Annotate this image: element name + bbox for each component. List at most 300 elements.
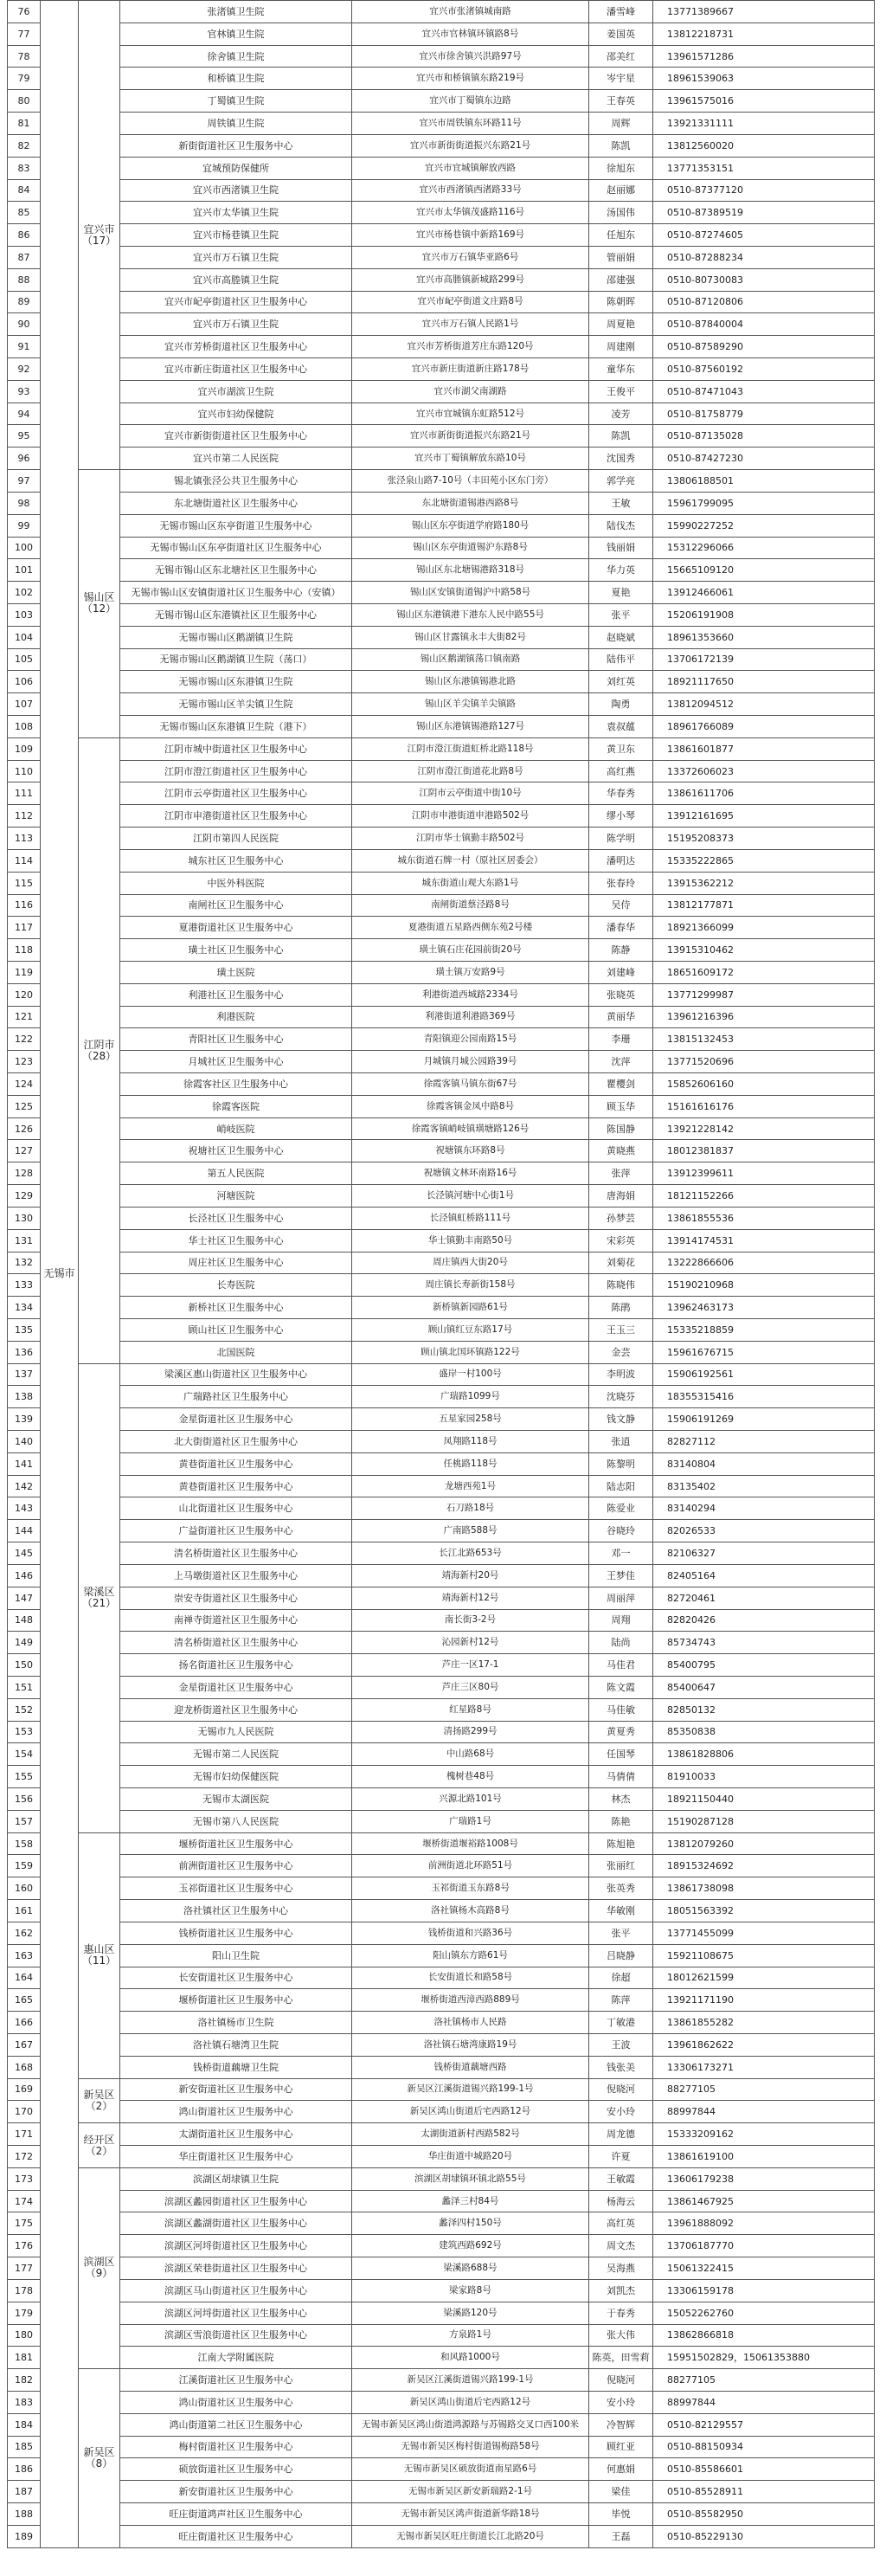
address-cell: 璜土镇石庄花园前街20号: [352, 939, 589, 962]
address-cell: 梁溪路688号: [352, 2257, 589, 2280]
contact-cell: 王磊: [589, 2525, 653, 2547]
row-number: 90: [8, 313, 41, 336]
row-number: 170: [8, 2101, 41, 2123]
contact-cell: 陈萍: [589, 1989, 653, 2012]
row-number: 157: [8, 1810, 41, 1832]
address-cell: 锡山区东北塘锡港路318号: [352, 559, 589, 582]
facility-name-cell: 华士社区卫生服务中心: [120, 1229, 352, 1252]
phone-cell: 15906192561: [653, 1363, 875, 1386]
row-number: 88: [8, 268, 41, 291]
contact-cell: 陈艳: [589, 1810, 653, 1832]
address-cell: 江阴市澄江街道虹桥北路118号: [352, 737, 589, 760]
contact-cell: 周翔: [589, 1609, 653, 1632]
phone-cell: 0510-85582950: [653, 2503, 875, 2526]
facility-name-cell: 堰桥街道社区卫生服务中心: [120, 1832, 352, 1855]
address-cell: 无锡市新吴区旺庄街道长江北路20号: [352, 2525, 589, 2547]
row-number: 114: [8, 849, 41, 872]
contact-cell: 赵丽娜: [589, 179, 653, 202]
phone-cell: 13961216396: [653, 1006, 875, 1028]
facility-name-cell: 新街街道社区卫生服务中心: [120, 134, 352, 157]
contact-cell: 岑宇星: [589, 68, 653, 90]
facility-name-cell: 江溪街道社区卫生服务中心: [120, 2369, 352, 2392]
phone-cell: 0510-88150934: [653, 2436, 875, 2458]
row-number: 161: [8, 1900, 41, 1922]
row-number: 155: [8, 1766, 41, 1788]
row-number: 103: [8, 603, 41, 626]
phone-cell: 83140804: [653, 1452, 875, 1475]
address-cell: 宜兴市屺亭街道文庄路8号: [352, 291, 589, 313]
contact-cell: 邓一: [589, 1542, 653, 1565]
facility-name-cell: 南禅寺街道社区卫生服务中心: [120, 1609, 352, 1632]
address-cell: 江阴市澄江街道花北路8号: [352, 760, 589, 782]
table-row: [8, 1431, 875, 1453]
row-number: 95: [8, 425, 41, 448]
address-cell: 宜兴市宜城镇解放西路: [352, 157, 589, 179]
row-number: 101: [8, 559, 41, 582]
facility-name-cell: 宜兴市妇幼保健院: [120, 402, 352, 425]
phone-cell: 13962463173: [653, 1297, 875, 1319]
row-number: 172: [8, 2146, 41, 2168]
row-number: 142: [8, 1475, 41, 1497]
contact-cell: 钱文静: [589, 1408, 653, 1431]
address-cell: 锡山区鹅湖镇荡口镇南路: [352, 648, 589, 671]
phone-cell: 13812560020: [653, 134, 875, 157]
address-cell: 中山路68号: [352, 1743, 589, 1766]
address-cell: 宜兴市杨巷镇中新路169号: [352, 224, 589, 247]
row-number: 168: [8, 2056, 41, 2078]
phone-cell: 15052262760: [653, 2302, 875, 2324]
facility-name-cell: 前洲街道社区卫生服务中心: [120, 1855, 352, 1877]
row-number: 151: [8, 1676, 41, 1698]
table-row: [8, 603, 875, 626]
phone-cell: 83135402: [653, 1475, 875, 1497]
contact-cell: 刘凯杰: [589, 2279, 653, 2302]
table-row: [8, 1341, 875, 1363]
phone-cell: 0510-85229130: [653, 2525, 875, 2547]
address-cell: 张泾泉山路7-10号（丰田苑小区东门旁）: [352, 470, 589, 493]
address-cell: 城东街道山观大东路1号: [352, 872, 589, 894]
facility-name-cell: 黄巷街道社区卫生服务中心: [120, 1452, 352, 1475]
phone-cell: 0510-87560192: [653, 358, 875, 381]
row-number: 91: [8, 336, 41, 358]
row-number: 111: [8, 782, 41, 805]
phone-cell: 13606179238: [653, 2167, 875, 2190]
row-number: 129: [8, 1185, 41, 1208]
facility-name-cell: 堰桥街道社区卫生服务中心: [120, 1989, 352, 2012]
address-cell: 南闸街道蔡泾路8号: [352, 894, 589, 917]
table-row: [8, 2481, 875, 2503]
address-cell: 靖海新村12号: [352, 1587, 589, 1609]
table-row: [8, 1832, 875, 1855]
row-number: 181: [8, 2347, 41, 2369]
contact-cell: 王波: [589, 2033, 653, 2056]
address-cell: 任桃路118号: [352, 1452, 589, 1475]
facility-name-cell: 江阴市澄江街道社区卫生服务中心: [120, 760, 352, 782]
contact-cell: 陈国静: [589, 1117, 653, 1140]
facility-name-cell: 钱桥街道社区卫生服务中心: [120, 1922, 352, 1944]
address-cell: 洛社镇杨市人民路: [352, 2012, 589, 2034]
facility-name-cell: 广瑞路社区卫生服务中心: [120, 1386, 352, 1408]
facility-name-cell: 璜土医院: [120, 961, 352, 983]
row-number: 99: [8, 514, 41, 537]
contact-cell: 黄晓燕: [589, 1140, 653, 1162]
table-row: [8, 2302, 875, 2324]
table-row: [8, 2146, 875, 2168]
contact-cell: 顾红亚: [589, 2436, 653, 2458]
address-cell: 宜兴市万石镇人民路1号: [352, 313, 589, 336]
table-row: [8, 202, 875, 224]
table-row: [8, 894, 875, 917]
row-number: 127: [8, 1140, 41, 1162]
phone-cell: 13861738098: [653, 1877, 875, 1900]
address-cell: 宜兴市湖父南湖路: [352, 380, 589, 402]
contact-cell: 张晓英: [589, 983, 653, 1006]
address-cell: 顾山镇北国环镇路122号: [352, 1341, 589, 1363]
phone-cell: 13961571286: [653, 45, 875, 68]
row-number: 109: [8, 737, 41, 760]
phone-cell: 13706187770: [653, 2235, 875, 2257]
address-cell: 徐霞客镇峭岐镇璜塘路126号: [352, 1117, 589, 1140]
table-row: [8, 1587, 875, 1609]
row-number: 100: [8, 537, 41, 559]
facility-name-cell: 滨湖区马山街道社区卫生服务中心: [120, 2279, 352, 2302]
facility-name-cell: 徐霞客医院: [120, 1095, 352, 1117]
table-row: [8, 2056, 875, 2078]
contact-cell: 陈凯: [589, 134, 653, 157]
facility-name-cell: 宜兴市太华镇卫生院: [120, 202, 352, 224]
contact-cell: 王俊平: [589, 380, 653, 402]
table-row: [8, 626, 875, 648]
address-cell: 方泉路1号: [352, 2324, 589, 2347]
row-number: 134: [8, 1297, 41, 1319]
table-row: [8, 179, 875, 202]
address-cell: 宜兴市官林镇环镇路8号: [352, 23, 589, 45]
address-cell: 顾山镇红豆东路17号: [352, 1318, 589, 1341]
phone-cell: 18921117650: [653, 671, 875, 693]
address-cell: 璜土镇万安路9号: [352, 961, 589, 983]
facility-name-cell: 钱桥街道藕塘卫生院: [120, 2056, 352, 2078]
facility-name-cell: 长泾社区卫生服务中心: [120, 1207, 352, 1229]
phone-cell: 13812177871: [653, 894, 875, 917]
district-cell: 滨湖区（9）: [79, 2167, 120, 2368]
phone-cell: 18921366099: [653, 917, 875, 939]
contact-cell: 周辉: [589, 113, 653, 135]
phone-cell: 15312296066: [653, 537, 875, 559]
contact-cell: 王敏: [589, 492, 653, 514]
table-row: [8, 1632, 875, 1654]
row-number: 117: [8, 917, 41, 939]
row-number: 164: [8, 1967, 41, 1989]
phone-cell: 13306159178: [653, 2279, 875, 2302]
phone-cell: 15665109120: [653, 559, 875, 582]
phone-cell: 0510-85586601: [653, 2458, 875, 2481]
table-row: [8, 1855, 875, 1877]
phone-cell: 0510-85528911: [653, 2481, 875, 2503]
row-number: 148: [8, 1609, 41, 1632]
contact-cell: 陈朝晖: [589, 291, 653, 313]
district-cell: 新吴区（2）: [79, 2078, 120, 2123]
row-number: 173: [8, 2167, 41, 2190]
contact-cell: 陆志阳: [589, 1475, 653, 1497]
table-row: [8, 291, 875, 313]
contact-cell: 何惠娟: [589, 2458, 653, 2481]
phone-cell: 82820426: [653, 1609, 875, 1632]
address-cell: 城东街道石牌一村（原社区居委会）: [352, 849, 589, 872]
address-cell: 长江北路653号: [352, 1542, 589, 1565]
phone-cell: 0510-87389519: [653, 202, 875, 224]
phone-cell: 15195208373: [653, 828, 875, 850]
address-cell: 钱桥街道和兴路36号: [352, 1922, 589, 1944]
table-row: [8, 68, 875, 90]
row-number: 85: [8, 202, 41, 224]
address-cell: 月城镇月城公园路39号: [352, 1051, 589, 1073]
contact-cell: 任国琴: [589, 1743, 653, 1766]
table-row: [8, 1386, 875, 1408]
table-row: [8, 425, 875, 448]
table-row: [8, 1185, 875, 1208]
row-number: 84: [8, 179, 41, 202]
facility-name-cell: 第五人民医院: [120, 1162, 352, 1185]
table-row: [8, 2503, 875, 2526]
contact-cell: 刘红英: [589, 671, 653, 693]
contact-cell: 周龙德: [589, 2123, 653, 2146]
facility-name-cell: 江南大学附属医院: [120, 2347, 352, 2369]
phone-cell: 0510-87288234: [653, 246, 875, 268]
facility-name-cell: 鸿山街道第二社区卫生服务中心: [120, 2413, 352, 2436]
contact-cell: 汤国伟: [589, 202, 653, 224]
row-number: 121: [8, 1006, 41, 1028]
contact-cell: 沈萍: [589, 1051, 653, 1073]
table-row: [8, 2525, 875, 2547]
facility-name-cell: 江阴市云亭街道社区卫生服务中心: [120, 782, 352, 805]
district-cell: 惠山区（11）: [79, 1832, 120, 2078]
address-cell: 凤翔路118号: [352, 1431, 589, 1453]
contact-cell: 李明波: [589, 1363, 653, 1386]
address-cell: 新吴区江溪街道锡兴路199-1号: [352, 2369, 589, 2392]
phone-cell: 13912399611: [653, 1162, 875, 1185]
table-row: [8, 1967, 875, 1989]
row-number: 183: [8, 2391, 41, 2413]
phone-cell: 15961676715: [653, 1341, 875, 1363]
row-number: 189: [8, 2525, 41, 2547]
phone-cell: 15190287128: [653, 1810, 875, 1832]
table-row: [8, 380, 875, 402]
phone-cell: 0510-80730083: [653, 268, 875, 291]
phone-cell: 18961766089: [653, 716, 875, 738]
phone-cell: 13961862622: [653, 2033, 875, 2056]
address-cell: 宜兴市丁蜀镇东边路: [352, 90, 589, 113]
facility-name-cell: 新安街道社区卫生服务中心: [120, 2078, 352, 2101]
facility-name-cell: 洛社镇社区卫生服务中心: [120, 1900, 352, 1922]
contact-cell: 丁敏港: [589, 2012, 653, 2034]
phone-cell: 88277105: [653, 2078, 875, 2101]
row-number: 152: [8, 1698, 41, 1721]
phone-cell: 15852606160: [653, 1073, 875, 1096]
table-row: [8, 313, 875, 336]
address-cell: 靖海新村20号: [352, 1564, 589, 1587]
address-cell: 祝塘镇东环路8号: [352, 1140, 589, 1162]
row-number: 87: [8, 246, 41, 268]
table-row: [8, 737, 875, 760]
phone-cell: 13912466061: [653, 582, 875, 604]
contact-cell: 张平: [589, 603, 653, 626]
phone-cell: 15990227252: [653, 514, 875, 537]
phone-cell: 0510-81758779: [653, 402, 875, 425]
row-number: 185: [8, 2436, 41, 2458]
table-row: [8, 2324, 875, 2347]
address-cell: 广瑞路1号: [352, 1810, 589, 1832]
table-row: [8, 358, 875, 381]
facility-name-cell: 鸿山街道社区卫生服务中心: [120, 2391, 352, 2413]
row-number: 93: [8, 380, 41, 402]
phone-cell: 13921331111: [653, 113, 875, 135]
address-cell: 玉祁街道玉东路8号: [352, 1877, 589, 1900]
table-row: [8, 402, 875, 425]
phone-cell: 13771520696: [653, 1051, 875, 1073]
address-cell: 南长街3-2号: [352, 1609, 589, 1632]
table-row: [8, 559, 875, 582]
table-row: [8, 1877, 875, 1900]
facility-name-cell: 利港医院: [120, 1006, 352, 1028]
row-number: 126: [8, 1117, 41, 1140]
contact-cell: 华春秀: [589, 782, 653, 805]
facility-name-cell: 清名桥街道社区卫生服务中心: [120, 1632, 352, 1654]
facility-name-cell: 滨湖区雪浪街道社区卫生服务中心: [120, 2324, 352, 2347]
table-row: [8, 1564, 875, 1587]
facility-name-cell: 无锡市锡山区东港镇卫生院（港下）: [120, 716, 352, 738]
contact-cell: 华力英: [589, 559, 653, 582]
address-cell: 徐霞客镇金凤中路8号: [352, 1095, 589, 1117]
table-row: [8, 1922, 875, 1944]
facility-name-cell: 无锡市锡山区羊尖镇卫生院: [120, 693, 352, 716]
row-number: 122: [8, 1028, 41, 1051]
contact-cell: 管丽娟: [589, 246, 653, 268]
phone-cell: 0510-87135028: [653, 425, 875, 448]
table-row: [8, 1274, 875, 1297]
address-cell: 宜兴市丁蜀镇解放东路10号: [352, 448, 589, 470]
contact-cell: 潘雪峰: [589, 1, 653, 23]
address-cell: 宜兴市万石镇华亚路6号: [352, 246, 589, 268]
contact-cell: 吴海燕: [589, 2257, 653, 2280]
phone-cell: 81910033: [653, 1766, 875, 1788]
facility-name-cell: 祝塘社区卫生服务中心: [120, 1140, 352, 1162]
row-number: 136: [8, 1341, 41, 1363]
contact-cell: 赵晓斌: [589, 626, 653, 648]
row-number: 188: [8, 2503, 41, 2526]
facility-name-cell: 周铁镇卫生院: [120, 113, 352, 135]
table-row: [8, 917, 875, 939]
contact-cell: 李珊: [589, 1028, 653, 1051]
table-row: [8, 760, 875, 782]
facility-name-cell: 硕放街道社区卫生服务中心: [120, 2458, 352, 2481]
row-number: 97: [8, 470, 41, 493]
phone-cell: 13706172139: [653, 648, 875, 671]
phone-cell: 15335218859: [653, 1318, 875, 1341]
phone-cell: 15921108675: [653, 1944, 875, 1967]
facility-name-cell: 扬名街道社区卫生服务中心: [120, 1654, 352, 1677]
table-row: [8, 1095, 875, 1117]
address-cell: 槐树巷48号: [352, 1766, 589, 1788]
facility-name-cell: 东北塘街道社区卫生服务中心: [120, 492, 352, 514]
table-row: [8, 224, 875, 247]
facility-name-cell: 丁蜀镇卫生院: [120, 90, 352, 113]
phone-cell: 0510-87471043: [653, 380, 875, 402]
row-number: 104: [8, 626, 41, 648]
facility-name-cell: 旺庄街道鸿声社区卫生服务中心: [120, 2503, 352, 2526]
address-cell: 华士镇勤丰南路50号: [352, 1229, 589, 1252]
row-number: 137: [8, 1363, 41, 1386]
address-cell: 宜兴市新街街道振兴东路21号: [352, 425, 589, 448]
address-cell: 江阴市云亭街道中街10号: [352, 782, 589, 805]
facility-name-cell: 山北街道社区卫生服务中心: [120, 1497, 352, 1520]
table-row: [8, 492, 875, 514]
contact-cell: 杨海云: [589, 2190, 653, 2212]
table-row: [8, 2012, 875, 2034]
row-number: 149: [8, 1632, 41, 1654]
facility-name-cell: 宜兴市杨巷镇卫生院: [120, 224, 352, 247]
row-number: 154: [8, 1743, 41, 1766]
phone-cell: 13815132453: [653, 1028, 875, 1051]
row-number: 94: [8, 402, 41, 425]
table-row: [8, 2033, 875, 2056]
contact-cell: 王春英: [589, 90, 653, 113]
row-number: 156: [8, 1788, 41, 1811]
address-cell: 宜兴市张渚镇城南路: [352, 1, 589, 23]
phone-cell: 18051563392: [653, 1900, 875, 1922]
contact-cell: 王玉三: [589, 1318, 653, 1341]
phone-cell: 18915324692: [653, 1855, 875, 1877]
row-number: 80: [8, 90, 41, 113]
facility-name-cell: 江阴市申港街道社区卫生服务中心: [120, 805, 352, 828]
facility-name-cell: 无锡市锡山区东亭街道卫生服务中心: [120, 514, 352, 537]
facility-name-cell: 宜兴市屺亭街道社区卫生服务中心: [120, 291, 352, 313]
row-number: 175: [8, 2212, 41, 2235]
contact-cell: 瞿樱剑: [589, 1073, 653, 1096]
phone-cell: 13771299987: [653, 983, 875, 1006]
address-cell: 锡山区甘露镇永丰大街82号: [352, 626, 589, 648]
row-number: 160: [8, 1877, 41, 1900]
phone-cell: 82720461: [653, 1587, 875, 1609]
table-row: [8, 2101, 875, 2123]
facility-name-cell: 徐舍镇卫生院: [120, 45, 352, 68]
table-row: [8, 2078, 875, 2101]
address-cell: 梁溪路120号: [352, 2302, 589, 2324]
facility-name-cell: 黄巷街道社区卫生服务中心: [120, 1475, 352, 1497]
table-row: [8, 1117, 875, 1140]
facility-name-cell: 长安街道社区卫生服务中心: [120, 1967, 352, 1989]
phone-cell: 18012621599: [653, 1967, 875, 1989]
contact-cell: 刘菊花: [589, 1252, 653, 1274]
row-number: 184: [8, 2413, 41, 2436]
contact-cell: 王敏霞: [589, 2167, 653, 2190]
contact-cell: 周丽萍: [589, 1587, 653, 1609]
facility-name-cell: 无锡市锡山区东北塘社区卫生服务中心: [120, 559, 352, 582]
district-cell: 锡山区（12）: [79, 470, 120, 738]
row-number: 177: [8, 2257, 41, 2280]
row-number: 178: [8, 2279, 41, 2302]
address-cell: 阳山镇东方路61号: [352, 1944, 589, 1967]
contact-cell: 毕悦: [589, 2503, 653, 2526]
phone-cell: 18961353660: [653, 626, 875, 648]
phone-cell: 0510-87120806: [653, 291, 875, 313]
address-cell: 宜兴市宜城镇东虹路512号: [352, 402, 589, 425]
row-number: 98: [8, 492, 41, 514]
row-number: 169: [8, 2078, 41, 2101]
phone-cell: 13806188501: [653, 470, 875, 493]
row-number: 159: [8, 1855, 41, 1877]
contact-cell: 沈晓芬: [589, 1386, 653, 1408]
address-cell: 兴源北路101号: [352, 1788, 589, 1811]
